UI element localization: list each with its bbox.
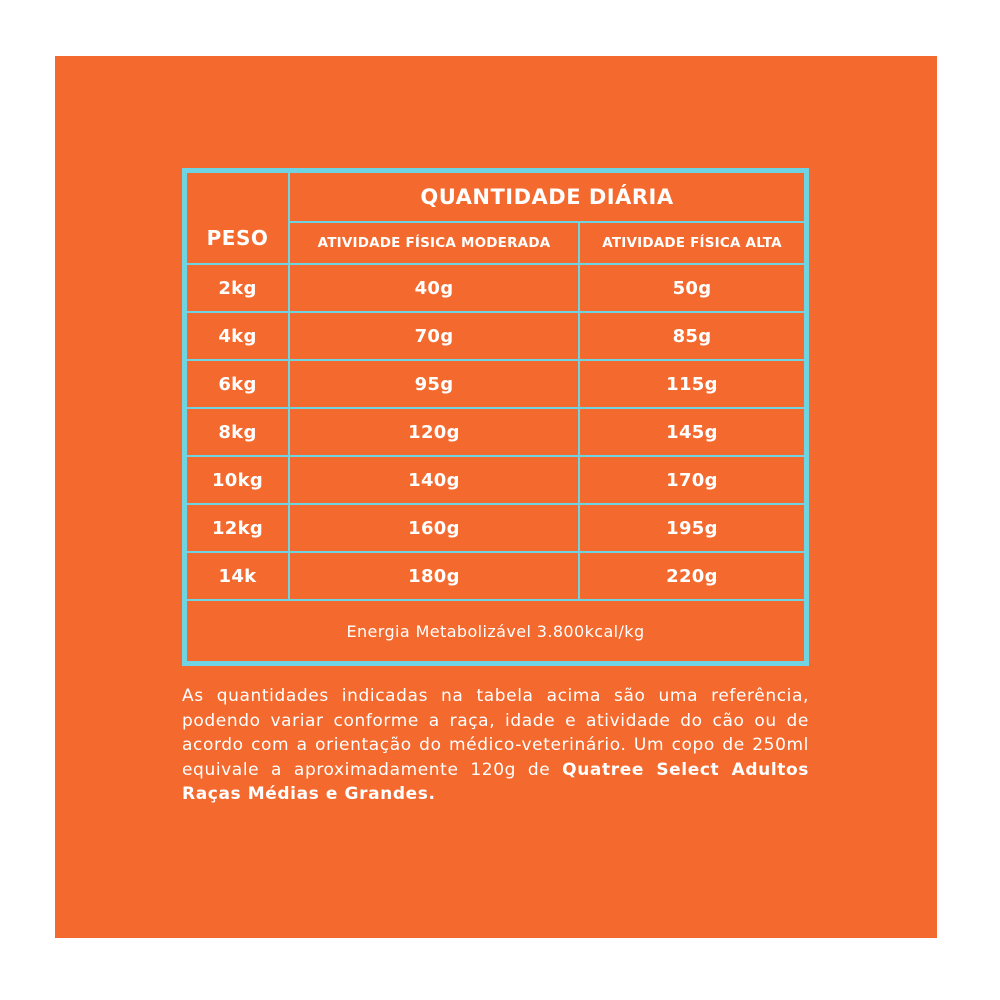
table-row-moderada: 70g [288, 311, 580, 361]
table-row-alta: 85g [578, 311, 806, 361]
peso-header: PESO [185, 171, 290, 265]
table-row-peso: 12kg [185, 503, 290, 553]
table-row-peso: 6kg [185, 359, 290, 409]
table-row-peso: 2kg [185, 263, 290, 313]
table-row-peso: 10kg [185, 455, 290, 505]
table-row-moderada: 120g [288, 407, 580, 457]
table-row-alta: 50g [578, 263, 806, 313]
table-row-alta: 170g [578, 455, 806, 505]
table-row-moderada: 180g [288, 551, 580, 601]
table-row-moderada: 140g [288, 455, 580, 505]
table-row-alta: 115g [578, 359, 806, 409]
table-row-moderada: 95g [288, 359, 580, 409]
feeding-table [182, 168, 809, 666]
table-title: QUANTIDADE DIÁRIA [288, 171, 806, 223]
table-row-moderada: 40g [288, 263, 580, 313]
energy-footer: Energia Metabolizável 3.800kcal/kg [185, 599, 806, 663]
table-row-moderada: 160g [288, 503, 580, 553]
note-text: As quantidades indicadas na tabela acima são uma referência, podendo variar conforme a raça, idade e atividade do cão ou de acordo com a orientação do médico-veterinário. Um copo de 250ml equivale a aproximadamente 120g de [182, 686, 809, 780]
table-row-alta: 145g [578, 407, 806, 457]
table-row-peso: 14k [185, 551, 290, 601]
table-row-peso: 8kg [185, 407, 290, 457]
table-row-peso: 4kg [185, 311, 290, 361]
column-header-moderada: ATIVIDADE FÍSICA MODERADA [288, 221, 580, 265]
table-row-alta: 195g [578, 503, 806, 553]
column-header-alta: ATIVIDADE FÍSICA ALTA [578, 221, 806, 265]
table-row-alta: 220g [578, 551, 806, 601]
note-product-name: Quatree Select Adultos Raças Médias e Grandes. [182, 759, 809, 804]
feeding-note [182, 684, 809, 807]
